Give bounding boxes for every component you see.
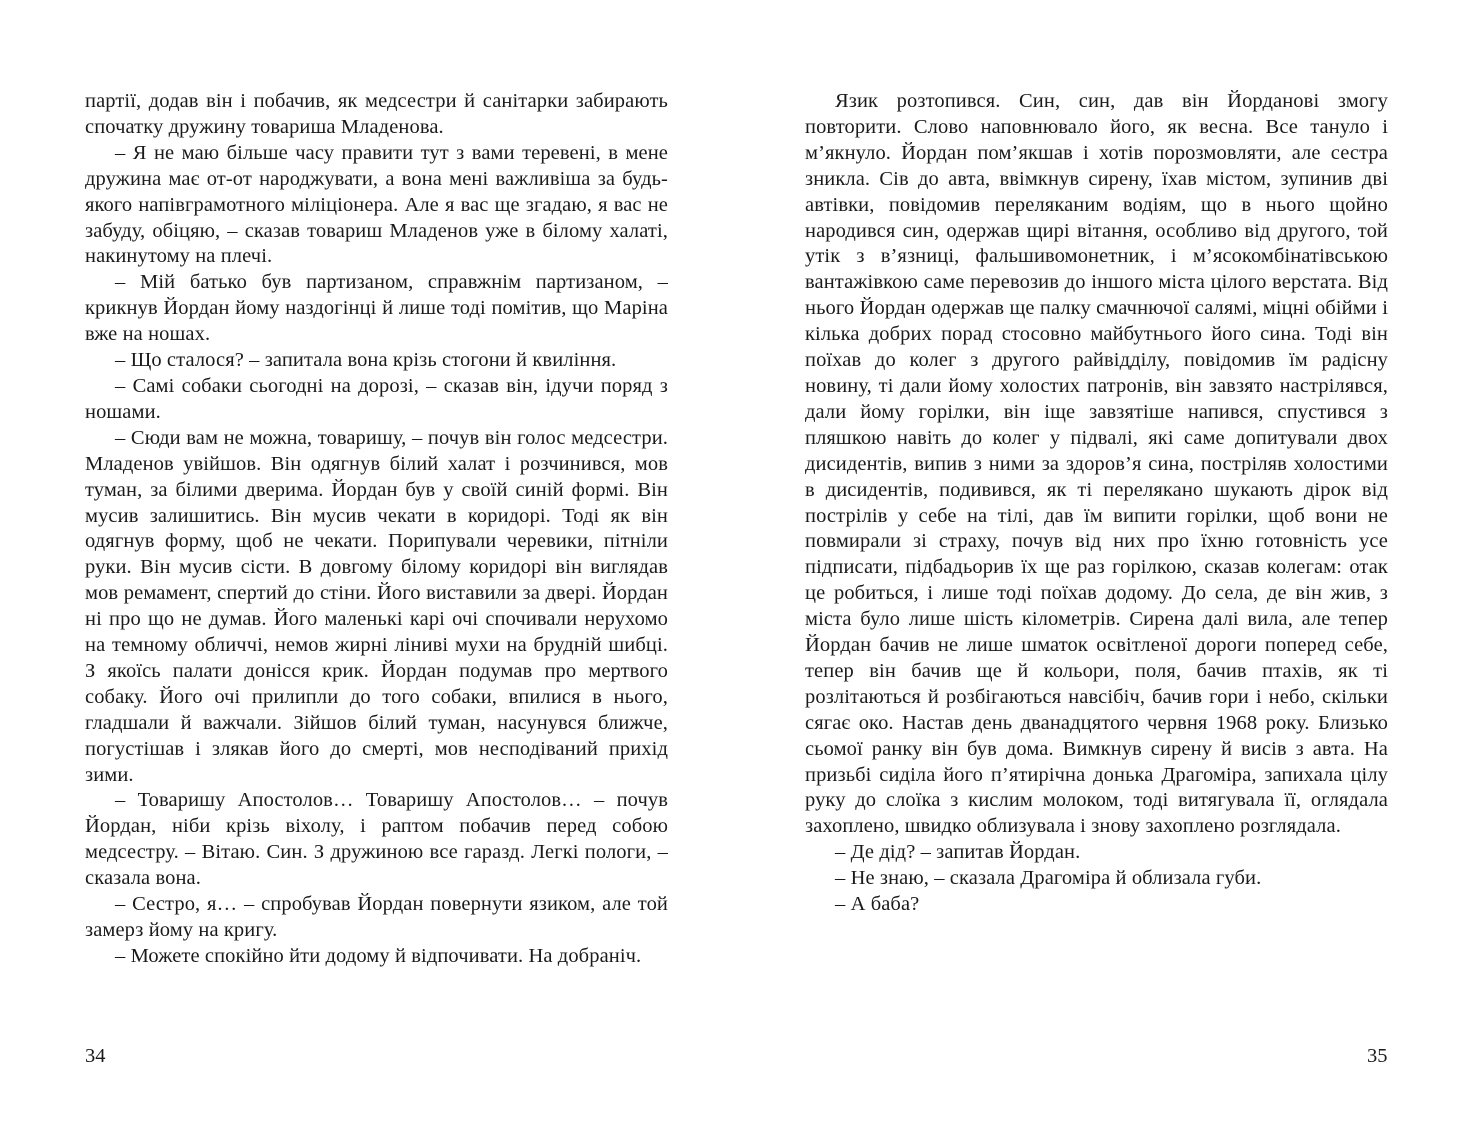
left-page-number: 34 xyxy=(85,1045,106,1067)
right-paragraph-3: – Не знаю, – сказала Драгоміра й облизала губи. xyxy=(835,867,1262,890)
left-paragraph-6: – Сюди вам не можна, товаришу, – почув він голос медсестри. Младенов увійшов. Він одягнув білий халат і розчинився, мов туман, за білими дверима. Йордан був у своїй синій формі. Він мусив залишитись. Він мусив чекати в коридорі. Тоді як він одягнув форму, щоб не чекати. Порипували черевики, пітніли руки. Він мусив сісти. В довгому білому коридорі він виглядав мов ремамент, спертий до стіни. Його виставили за двері. Йордан ні про що не думав. Його маленькі карі очі спочивали нерухомо на темному обличчі, немов жирні ліниві мухи на брудній шибці. З якоїсь палати донісся крик. Йордан подумав про мертвого собаку. Його очі прилипли до того собаки, впилися в нього, гладшали й важчали. Зійшов білий туман, насунувся ближче, погустішав і злякав його до смерті, мов несподіваний прихід зими. xyxy=(85,426,668,786)
right-paragraph-2: – Де дід? – запитав Йордан. xyxy=(835,841,1081,864)
right-paragraph-4: – А баба? xyxy=(835,893,920,916)
left-paragraph-7: – Товаришу Апостолов… Товаришу Апостолов… – почув Йордан, ніби крізь віхолу, і раптом побачив перед собою медсестру. – Вітаю. Син. З дружиною все гаразд. Легкі пологи, – сказала вона. xyxy=(85,789,668,890)
left-paragraph-1: партії, додав він і побачив, як медсестри й санітарки забирають спочатку дружину товариша Младенова. xyxy=(85,90,668,138)
left-paragraph-8: – Сестро, я… – спробував Йордан повернути язиком, але той замерз йому на кригу. xyxy=(85,893,668,941)
right-paragraph-1: Язик розтопився. Син, син, дав він Йорданові змогу повторити. Слово наповнювало його, як весна. Все тануло і м’якнуло. Йордан пом’якшав і хотів порозмовляти, але сестра зникла. Сів до авта, ввімкнув сирену, їхав містом, зупинив дві автівки, повідомив переляканим водіям, що в нього щойно народився син, одержав щирі вітання, особливо від другого, той утік з в’язниці, фальшивомонетник, і м’ясокомбінатівською вантажівкою саме перевозив до іншого міста цілого верстата. Від нього Йордан одержав ще палку смачнючої салямі, міцні обійми і кілька добрих порад стосовно майбутнього його сина. Тоді він поїхав до колег з другого райвідділу, повідомив їм радісну новину, ті дали йому холостих патронів, він завзято настрілявся, дали йому горілки, він іще завзятіше напився, спустився з пляшкою навіть до колег у підвалі, які саме допитували двох дисидентів, випив з ними за здоров’я сина, постріляв холостими в дисидентів, подивився, як ті перелякано шукають дірок від пострілів у себе на тілі, дав їм випити горілки, щоб вони не повмирали зі страху, почув від них про їхню готовність усе підписати, підбадьорив їх ще раз горілкою, сказав колегам: отак це робиться, і лише тоді поїхав додому. До села, де він жив, з міста було лише шість кілометрів. Сирена далі вила, але тепер Йордан бачив не лише шматок освітленої дороги поперед себе, тепер він бачив ще й кольори, поля, бачив птахів, як ті розлітаються й розбігаються навсібіч, бачив гори і небо, скільки сягає око. Настав день дванадцятого червня 1968 року. Близько сьомої ранку він був дома. Вимкнув сирену й висів з авта. На призьбі сиділа його п’ятирічна донька Драгоміра, запихала цілу руку до слоїка з кислим молоком, тоді витягувала її, оглядала захоплено, швидко облизувала і знову захоплено розглядала. xyxy=(805,90,1388,838)
left-paragraph-3: – Мій батько був партизаном, справжнім партизаном, – крикнув Йордан йому наздогінці й лише тоді помітив, що Маріна вже на ношах. xyxy=(85,271,668,346)
left-paragraph-9: – Можете спокійно йти додому й відпочивати. На добраніч. xyxy=(115,944,642,967)
right-page xyxy=(737,0,1474,1134)
left-paragraph-4: – Що сталося? – запитала вона крізь стогони й квиління. xyxy=(115,349,617,372)
left-paragraph-5: – Самі собаки сьогодні на дорозі, – сказав він, ідучи поряд з ношами. xyxy=(85,374,668,423)
right-page-text xyxy=(805,89,1388,918)
right-page-number: 35 xyxy=(1367,1045,1388,1067)
left-page-text xyxy=(85,89,668,970)
left-paragraph-2: – Я не маю більше часу правити тут з вами теревені, в мене дружина має от-от народжувати, а вона мені важливіша за будь-якого напівграмотного міліціонера. Але я вас ще згадаю, я вас не забуду, обіцяю, – сказав товариш Младенов уже в білому халаті, накинутому на плечі. xyxy=(85,141,668,268)
